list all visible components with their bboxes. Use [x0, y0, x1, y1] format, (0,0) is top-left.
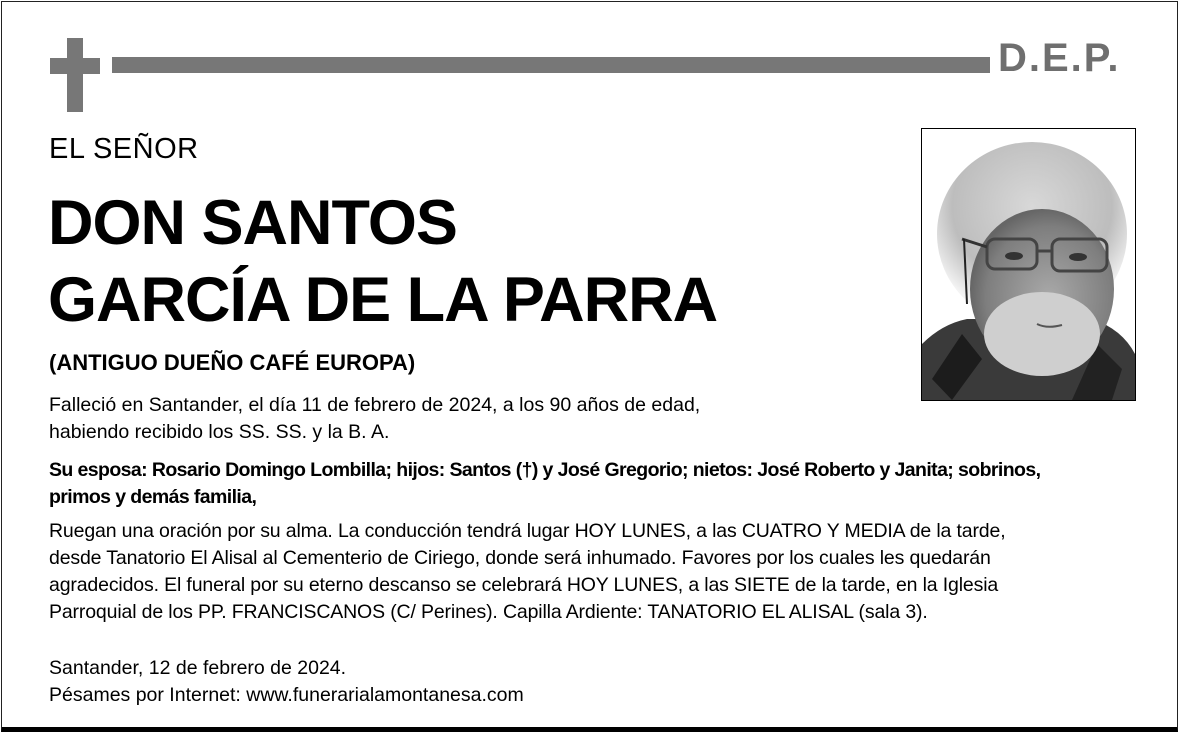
- honorific-title: EL SEÑOR: [49, 133, 199, 165]
- deceased-name-line-2: GARCÍA DE LA PARRA: [48, 264, 718, 335]
- family-line: Su esposa: Rosario Domingo Lombilla; hijos: Santos (†) y José Gregorio; nietos: José Roberto y Janita; sobrinos,: [49, 459, 1041, 481]
- service-line: Ruegan una oración por su alma. La conducción tendrá lugar HOY LUNES, a las CUATRO Y MEDIA de la tarde,: [49, 520, 1006, 542]
- portrait-image: [922, 129, 1135, 400]
- family-paragraph: [49, 457, 1164, 511]
- death-notice-paragraph: [49, 392, 809, 446]
- death-notice-line: Falleció en Santander, el día 11 de febrero de 2024, a los 90 años de edad,: [49, 394, 701, 416]
- death-notice-line: habiendo recibido los SS. SS. y la B. A.: [49, 421, 390, 443]
- deceased-portrait-photo: [921, 128, 1136, 401]
- footer-website-line: Pésames por Internet: www.funerarialamontanesa.com: [49, 684, 524, 706]
- service-line: agradecidos. El funeral por su eterno descanso se celebrará HOY LUNES, a las SIETE de la tarde, en la Iglesia: [49, 574, 999, 596]
- deceased-name-line-1: DON SANTOS: [48, 188, 457, 258]
- service-line: desde Tanatorio El Alisal al Cementerio de Ciriego, donde será inhumado. Favores por los cuales les quedarán: [49, 547, 991, 569]
- deceased-name: [48, 185, 717, 339]
- deceased-subtitle: (ANTIGUO DUEÑO CAFÉ EUROPA): [49, 350, 416, 375]
- family-line: primos y demás familia,: [49, 486, 257, 508]
- footer-date-line: Santander, 12 de febrero de 2024.: [49, 657, 347, 679]
- cross-icon: [50, 38, 100, 112]
- obituary-card: [1, 1, 1178, 732]
- service-line: Parroquial de los PP. FRANCISCANOS (C/ Perines). Capilla Ardiente: TANATORIO EL ALISAL (sala 3).: [49, 601, 928, 623]
- service-paragraph: [49, 518, 1159, 626]
- dep-label: D.E.P.: [998, 36, 1121, 80]
- header-rule: [112, 57, 990, 73]
- footer-paragraph: [49, 655, 849, 709]
